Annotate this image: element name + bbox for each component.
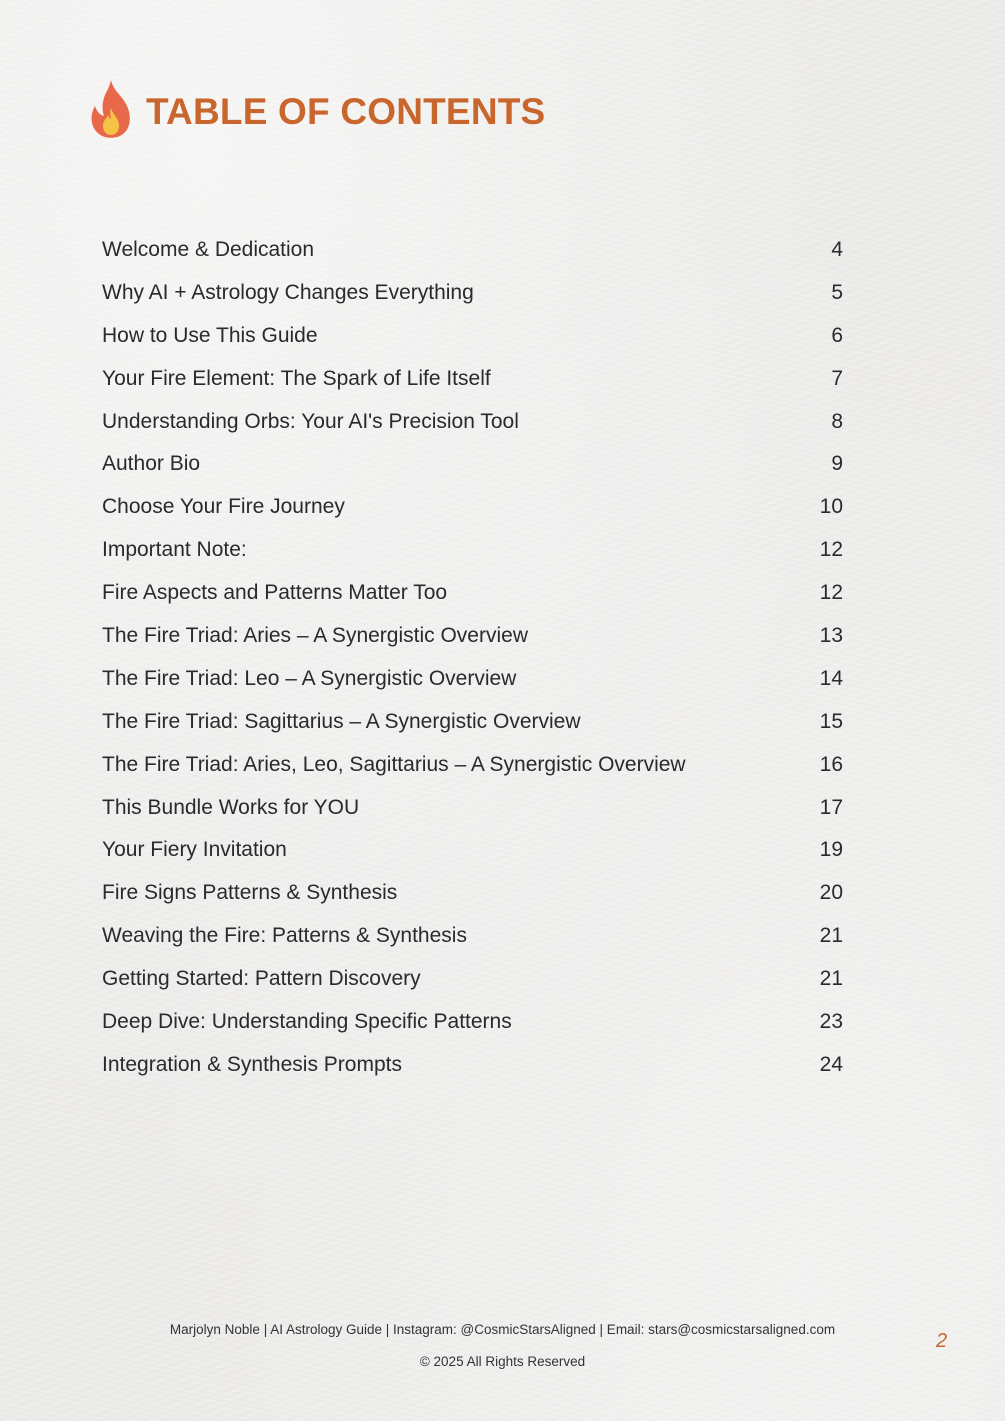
toc-entry[interactable] [102,829,843,872]
toc-entry-page: 24 [819,1052,843,1076]
toc-entry-title: Your Fire Element: The Spark of Life Itself [102,366,491,390]
toc-entry-title: Integration & Synthesis Prompts [102,1052,402,1076]
toc-entry[interactable] [102,1001,843,1044]
toc-entry-title: The Fire Triad: Aries – A Synergistic Overview [102,624,528,648]
toc-entry-page: 13 [819,624,843,648]
toc-entry[interactable] [102,443,843,486]
flame-icon [86,78,136,140]
toc-entry-page: 15 [819,709,843,733]
toc-entry-title: Fire Signs Patterns & Synthesis [102,881,398,905]
toc-entry-title: Welcome & Dedication [102,238,315,261]
toc-entry-title: Author Bio [102,452,201,476]
toc-entry[interactable] [102,615,843,658]
toc-entry-title: Deep Dive: Understanding Specific Patterns [102,1010,512,1034]
toc-entry-title: Important Note: [102,538,247,562]
toc-entry-page: 5 [831,280,843,304]
toc-entry-title: Getting Started: Pattern Discovery [102,967,421,991]
footer-copyright: © 2025 All Rights Reserved [419,1354,586,1369]
toc-entry-title: The Fire Triad: Leo – A Synergistic Overview [102,666,517,690]
table-of-contents [102,229,843,1087]
toc-entry-page: 20 [819,881,843,905]
toc-entry[interactable] [102,701,843,744]
toc-entry[interactable] [102,658,843,701]
toc-entry[interactable] [102,744,843,787]
toc-entry-page: 19 [819,838,843,862]
toc-entry-title: The Fire Triad: Sagittarius – A Synergistic Overview [102,709,581,733]
toc-entry-page: 12 [819,581,843,605]
toc-entry-title: Weaving the Fire: Patterns & Synthesis [102,924,467,948]
toc-entry-page: 4 [831,238,843,261]
toc-entry[interactable] [102,229,843,272]
toc-entry-page: 16 [819,752,843,776]
toc-entry-page: 9 [831,452,843,476]
toc-entry[interactable] [102,401,843,444]
toc-entry-page: 12 [819,538,843,562]
toc-entry-title: This Bundle Works for YOU [102,795,360,819]
toc-entry[interactable] [102,272,843,315]
toc-entry[interactable] [102,486,843,529]
toc-entry-page: 14 [819,666,843,690]
toc-entry[interactable] [102,1044,843,1087]
toc-entry-page: 17 [819,795,843,819]
toc-entry-page: 21 [819,967,843,991]
toc-entry[interactable] [102,915,843,958]
toc-entry[interactable] [102,872,843,915]
toc-entry[interactable] [102,315,843,358]
toc-entry-page: 23 [819,1010,843,1034]
toc-entry-title: Your Fiery Invitation [102,838,287,862]
toc-entry-title: Choose Your Fire Journey [102,495,345,519]
page-title: TABLE OF CONTENTS [146,91,546,132]
page-number: 2 [936,1330,948,1352]
toc-entry-title: Fire Aspects and Patterns Matter Too [102,581,448,605]
toc-entry[interactable] [102,787,843,830]
toc-entry[interactable] [102,958,843,1001]
footer-contact: Marjolyn Noble | AI Astrology Guide | Instagram: @CosmicStarsAligned | Email: stars@cosmicstarsaligned.com [169,1322,836,1337]
toc-entry-title: Why AI + Astrology Changes Everything [102,280,474,304]
toc-entry-page: 7 [831,366,843,390]
toc-entry[interactable] [102,358,843,401]
toc-entry[interactable] [102,572,843,615]
toc-entry-page: 21 [819,924,843,948]
toc-entry-title: Understanding Orbs: Your AI's Precision Tool [102,409,519,433]
toc-entry-page: 10 [819,495,843,519]
toc-entry[interactable] [102,529,843,572]
toc-entry-page: 8 [831,409,843,433]
toc-entry-title: How to Use This Guide [102,323,318,347]
toc-header [86,78,545,140]
toc-entry-page: 6 [831,323,843,347]
toc-entry-title: The Fire Triad: Aries, Leo, Sagittarius – A Synergistic Overview [102,752,686,776]
